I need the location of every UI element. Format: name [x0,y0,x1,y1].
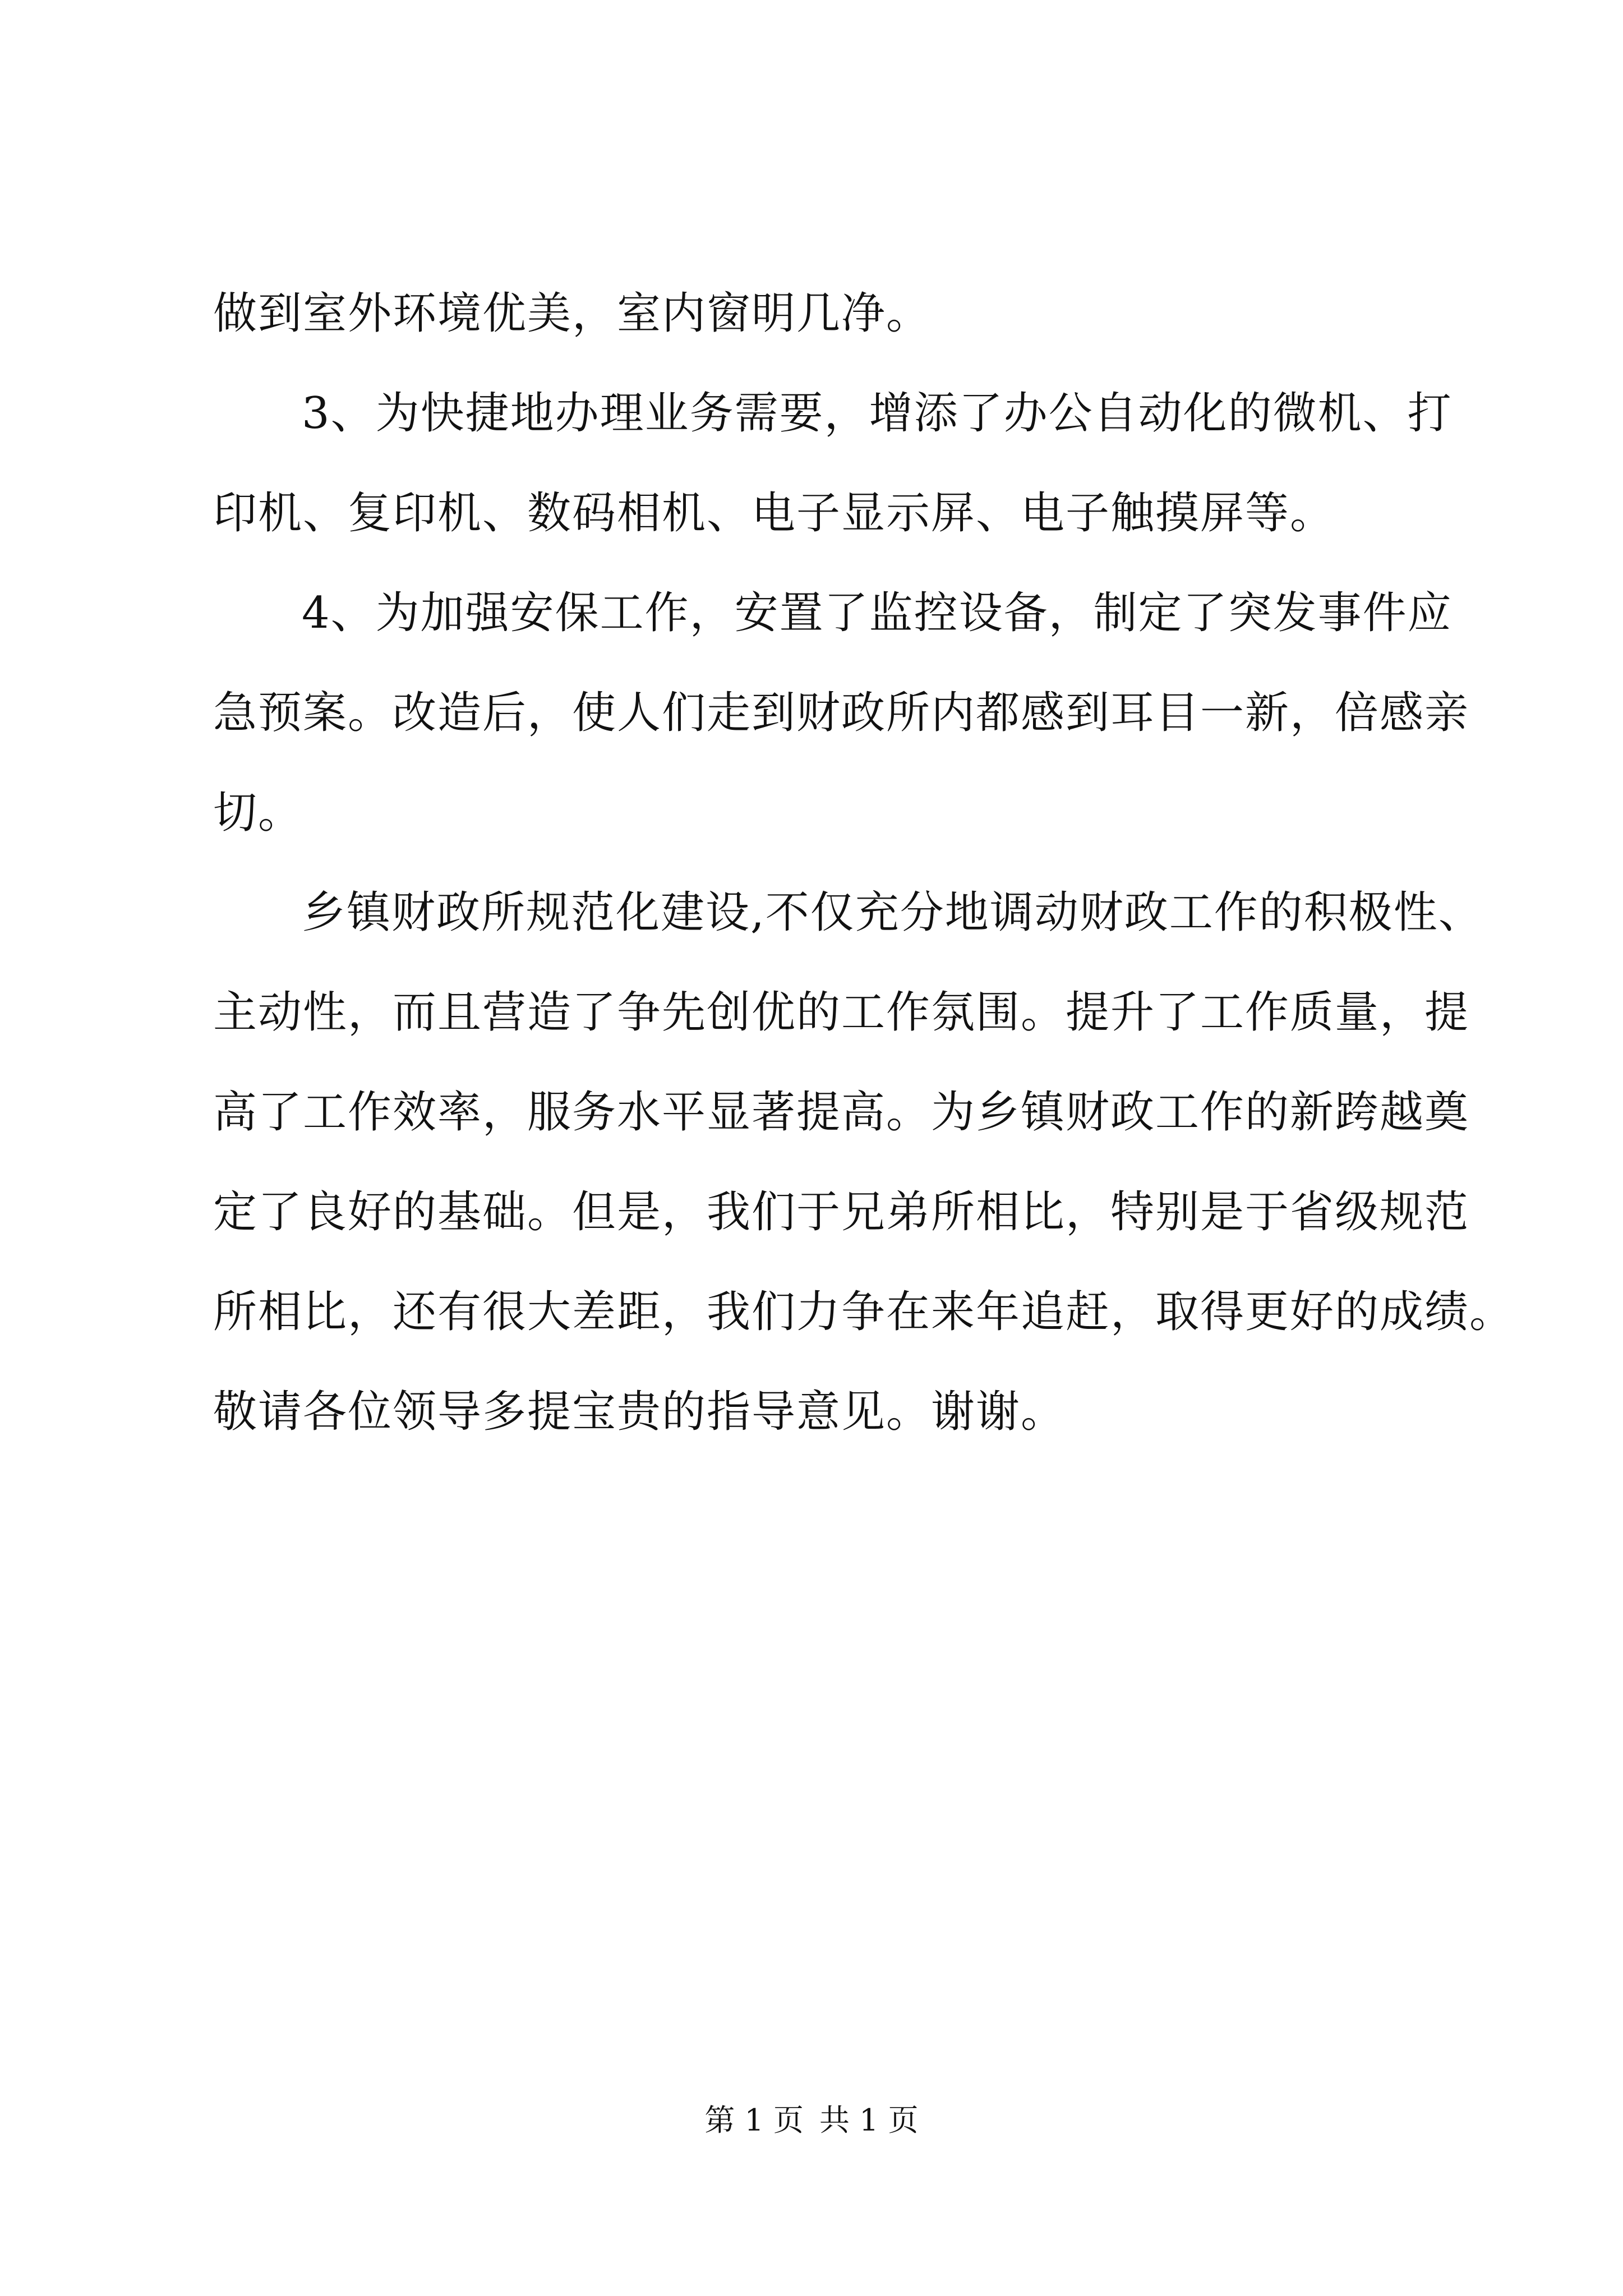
text-line: 主动性，而且营造了争先创优的工作氛围。提升了工作质量，提 [213,987,1470,1038]
page-number-current: 第 1 页 [704,2102,804,2138]
text-line: 4、为加强安保工作，安置了监控设备，制定了突发事件应 [302,588,1453,638]
text-line: 定了良好的基础。但是，我们于兄弟所相比，特别是于省级规范 [213,1187,1470,1237]
text-line: 敬请各位领导多提宝贵的指导意见。谢谢。 [213,1387,1066,1437]
text-line: 所相比，还有很大差距，我们力争在来年追赶，取得更好的成绩。 [213,1287,1515,1337]
document-body [213,264,1515,1462]
text-line: 印机、复印机、数码相机、电子显示屏、电子触摸屏等。 [213,488,1335,539]
page-number-total: 共 1 页 [819,2102,919,2138]
page-footer [0,2098,1623,2143]
text-line: 高了工作效率，服务水平显著提高。为乡镇财政工作的新跨越奠 [213,1087,1470,1138]
text-line: 切。 [213,788,303,838]
text-line: 3、为快捷地办理业务需要，增添了办公自动化的微机、打 [302,388,1453,439]
text-line: 急预案。改造后，使人们走到财政所内都感到耳目一新，倍感亲 [213,688,1470,738]
text-line: 做到室外环境优美，室内窗明几净。 [213,288,932,339]
text-line: 乡镇财政所规范化建设,不仅充分地调动财政工作的积极性、 [302,887,1483,938]
